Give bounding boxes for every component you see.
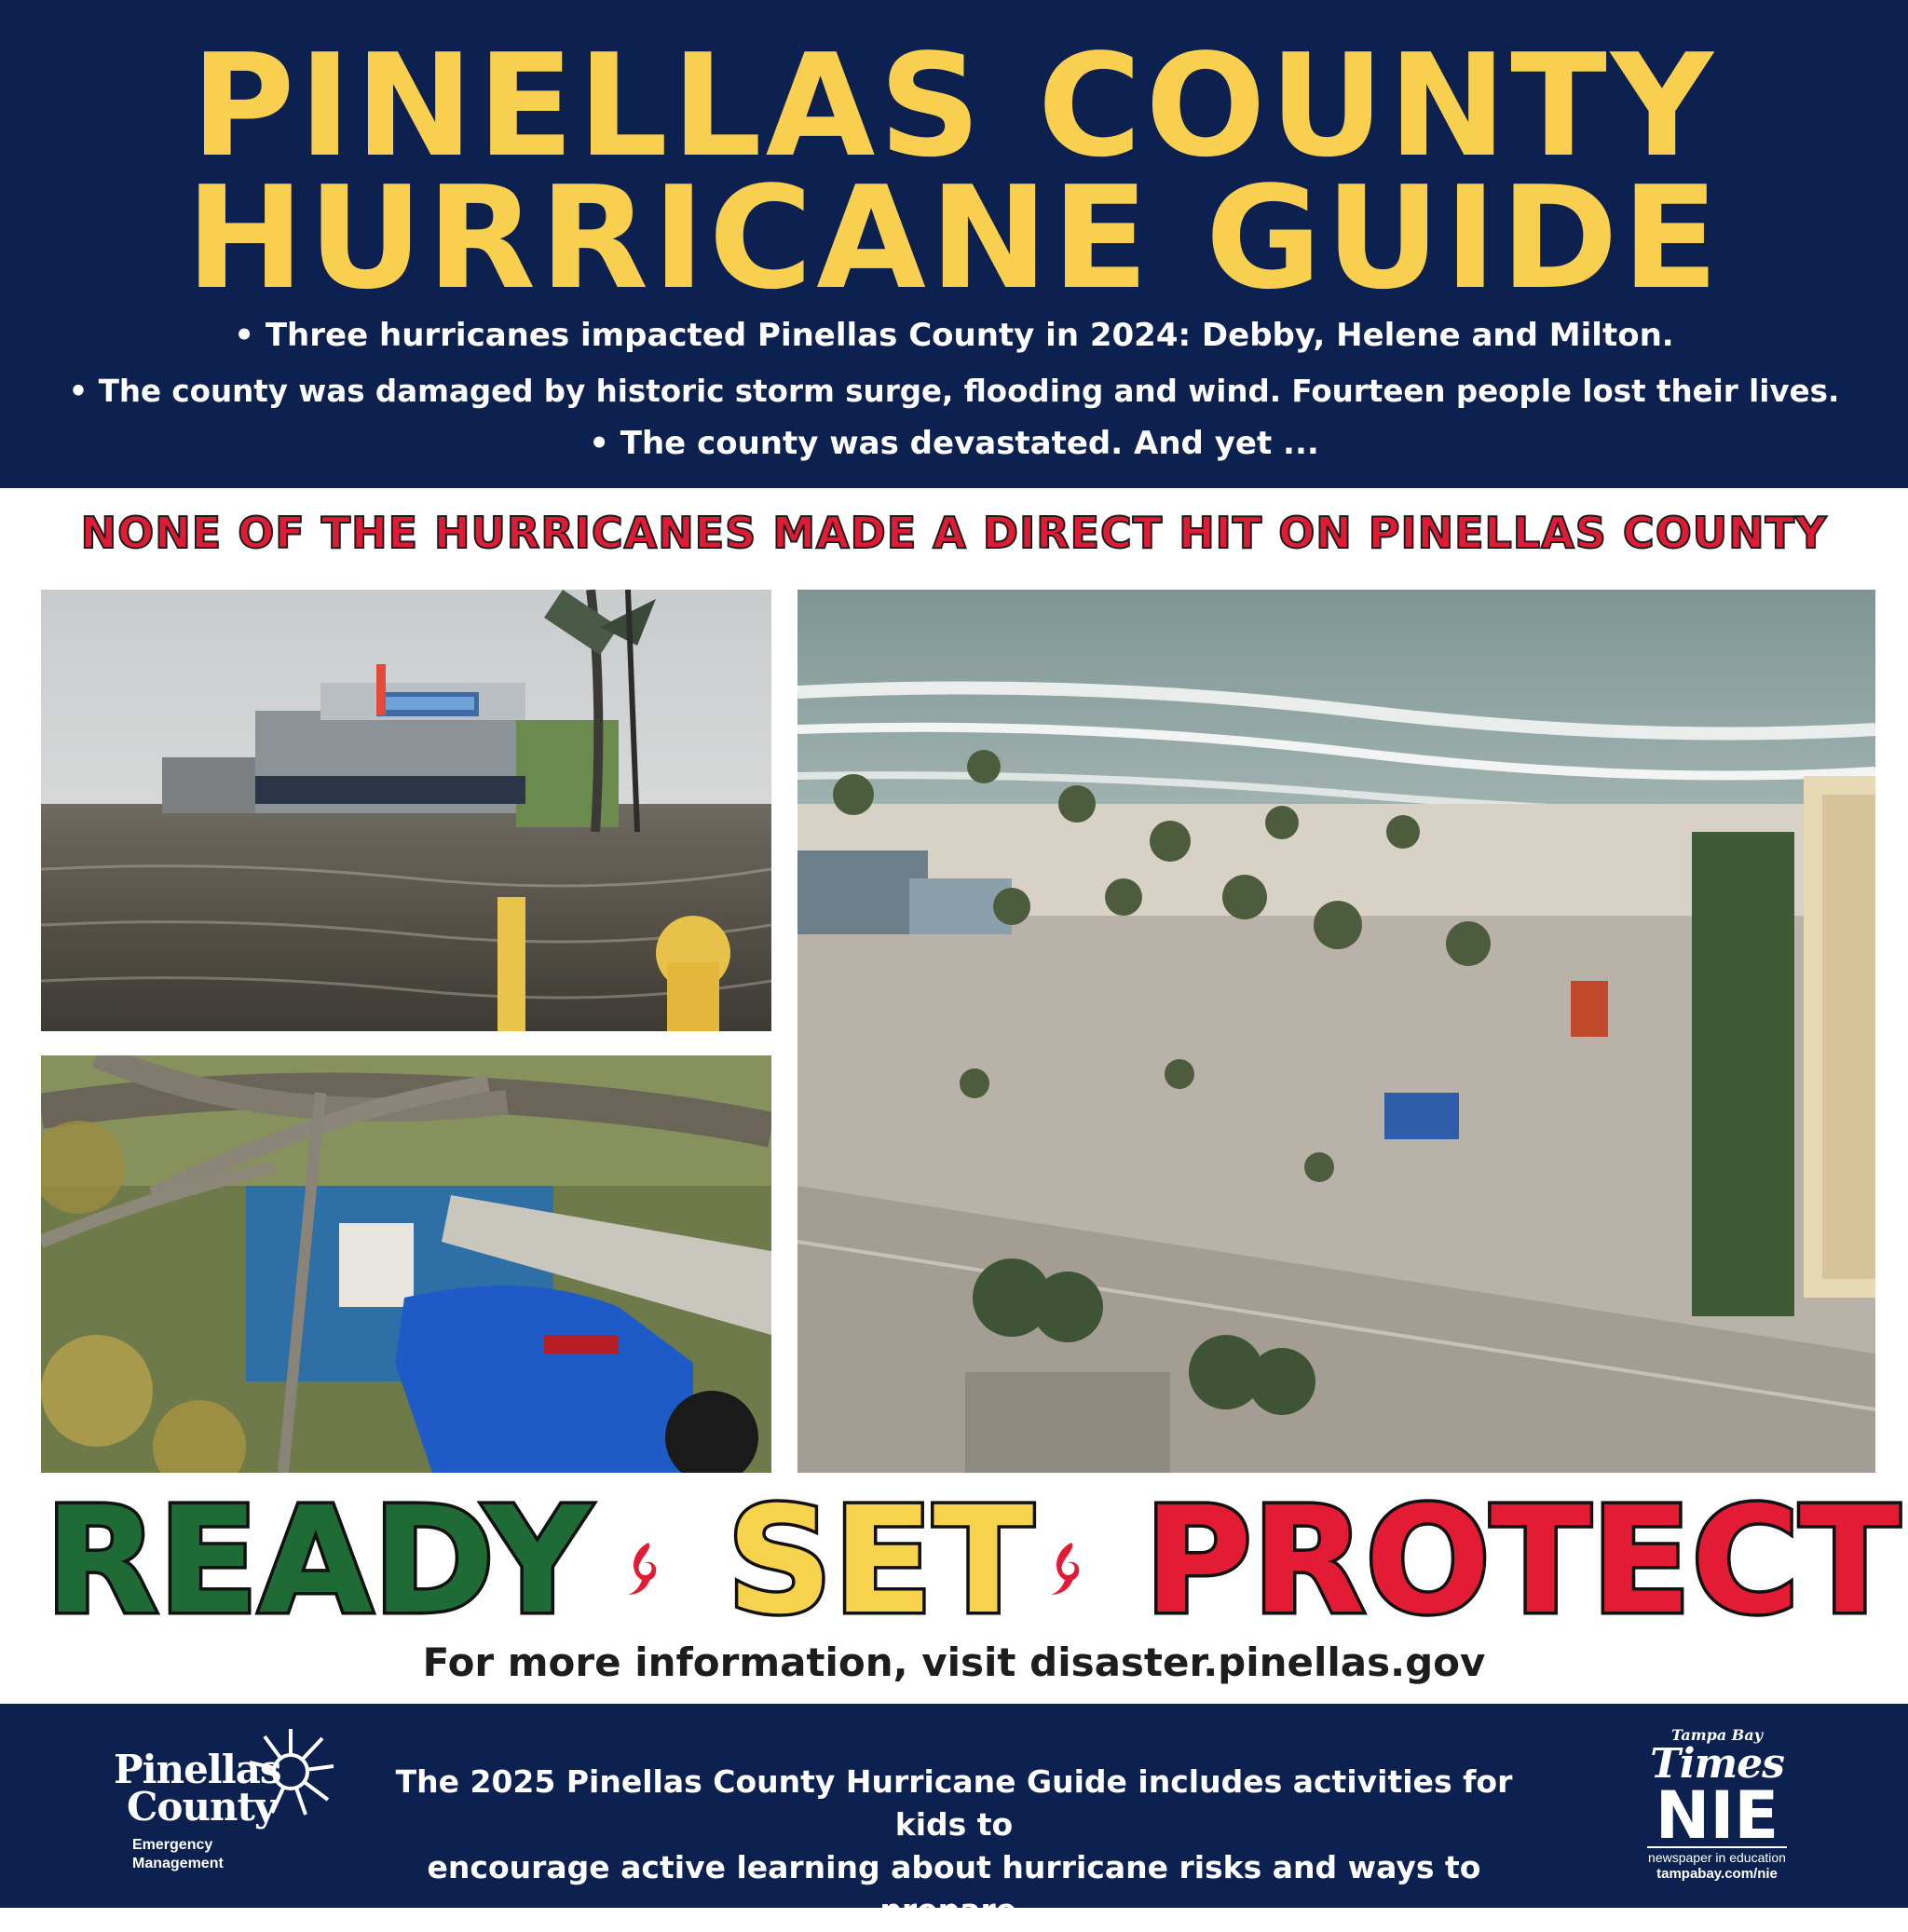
footer-description	[391, 1761, 1517, 1932]
fallen-tree-photo	[41, 1055, 771, 1473]
slogan-ready: READY	[45, 1476, 591, 1647]
bullet-item: • Three hurricanes impacted Pinellas County in 2024: Debby, Helene and Milton.	[234, 317, 1674, 354]
logo-sub-line-2: Management	[132, 1856, 224, 1871]
footer-line-2: encourage active learning about hurricane risks and ways to prepare.	[427, 1849, 1481, 1928]
logo-tampa-bay: Tampa Bay	[1671, 1726, 1763, 1744]
headline: NONE OF THE HURRICANES MADE A DIRECT HIT ON PINELLAS COUNTY	[80, 508, 1828, 558]
logo-name-line-1: Pinellas	[114, 1747, 281, 1792]
title-line-2: HURRICANE GUIDE	[185, 156, 1723, 320]
flooded-street-photo	[41, 590, 771, 1031]
slogan-set: SET	[727, 1476, 1034, 1647]
logo-times: Times	[1650, 1740, 1784, 1788]
logo-name-line-2: County	[127, 1784, 277, 1830]
bullet-item: • The county was damaged by historic storm surge, flooding and wind. Fourteen people lost their lives.	[68, 374, 1840, 409]
slogan	[0, 1476, 1908, 1647]
tampa-bay-times-nie-logo	[1647, 1727, 1787, 1895]
logo-tagline: newspaper in education	[1647, 1846, 1787, 1866]
header-band	[0, 0, 1908, 488]
bullet-item: • The county was devastated. And yet ...	[589, 425, 1319, 462]
title-line-1: PINELLAS COUNTY	[191, 23, 1717, 188]
hurricane-icon	[1047, 1539, 1090, 1599]
aerial-beach-damage-photo	[797, 590, 1875, 1473]
hurricane-icon	[624, 1539, 667, 1599]
slogan-protect: PROTECT	[1144, 1476, 1901, 1647]
footer-line-1: The 2025 Pinellas County Hurricane Guide includes activities for kids to	[395, 1763, 1513, 1843]
pinellas-county-logo	[104, 1725, 347, 1884]
logo-nie: NIE	[1655, 1777, 1779, 1854]
logo-url[interactable]: tampabay.com/nie	[1656, 1866, 1778, 1882]
more-info-link[interactable]: For more information, visit disaster.pinellas.gov	[422, 1639, 1486, 1685]
logo-sub-line-1: Emergency	[132, 1837, 213, 1853]
